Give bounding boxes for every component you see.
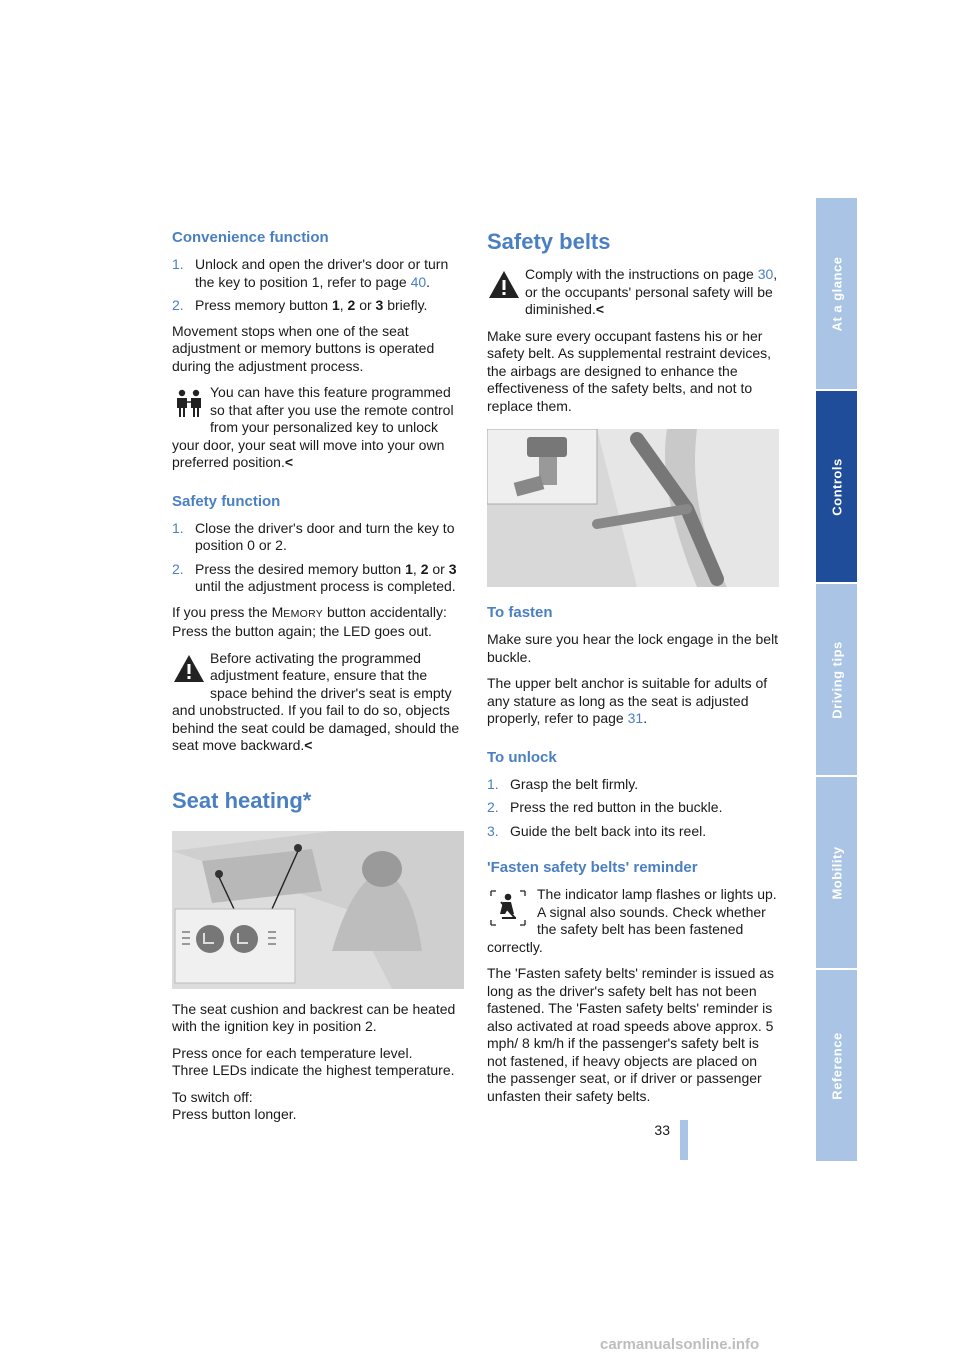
convenience-paragraph: Movement stops when one of the seat adjustment or memory buttons is operated during the adjustment process. (172, 322, 435, 374)
convenience-steps (172, 256, 464, 315)
tab-at-a-glance[interactable]: At a glance (816, 198, 857, 389)
reminder-paragraph: The 'Fasten safety belts' reminder is issued as long as the driver's safety belt has not been fastened. The 'Fasten safety belts' reminder is also activated at road speeds above approx. 5 mph/ 8 km/h if the passenger's safety belt is not fastened, if heavy objects are placed on the passenger seat, or if driver or passenger unfasten their safety belts. (487, 965, 775, 1104)
tab-controls[interactable]: Controls (816, 391, 857, 582)
warning-note: Before activating the programmed adjustment feature, ensure that the space behind the driver's seat is empty and unobstructed. If you fail to do so, objects behind the seat could be damaged, should the seat move backward.< (172, 649, 460, 753)
personal-profile-icon (172, 386, 206, 420)
reminder-heading: 'Fasten safety belts' reminder (487, 859, 698, 876)
warning-icon (487, 268, 521, 302)
tab-reference[interactable]: Reference (816, 970, 857, 1161)
personal-profile-note: You can have this feature programmed so that after you use the remote control from your personalized key to unlock your door, your seat will move into your own preferred position.< (172, 384, 454, 470)
page-number-bar (680, 1120, 688, 1160)
safety-belts-paragraph: Make sure every occupant fastens his or her safety belt. As supplemental restraint devices, the airbags are designed to enhance the effectiveness of the safety belts, and not to replace them. (487, 327, 772, 414)
safety-function-heading: Safety function (172, 492, 281, 510)
tab-driving-tips[interactable]: Driving tips (816, 584, 857, 775)
list-item: 2. Press memory button 1, 2 or 3 briefly. (172, 297, 428, 313)
safety-belts-heading: Safety belts (487, 229, 611, 254)
seatbelt-indicator-icon (487, 888, 529, 928)
to-fasten-paragraph-1: Make sure you hear the lock engage in the belt buckle. (487, 631, 779, 665)
left-column (172, 228, 464, 1133)
page-link-30[interactable]: 30 (757, 266, 774, 282)
warning-icon (172, 652, 206, 686)
to-unlock-heading: To unlock (487, 748, 557, 766)
tab-mobility[interactable]: Mobility (816, 777, 857, 968)
right-column (487, 228, 779, 1114)
convenience-function-heading: Convenience function (172, 229, 329, 246)
page-link-31[interactable]: 31 (627, 710, 644, 726)
list-item: 2. Press the desired memory button 1, 2 or 3 until the adjustment process is completed. (172, 560, 457, 594)
list-item: 3. Guide the belt back into its reel. (487, 822, 707, 839)
seat-heating-paragraph-2: Press once for each temperature level. Three LEDs indicate the highest temperature. (172, 1044, 455, 1078)
safety-belt-photo (487, 429, 779, 587)
seat-heating-heading: Seat heating* (172, 787, 312, 813)
list-item: 1. Grasp the belt firmly. (487, 775, 639, 792)
safety-belts-warning: Comply with the instructions on page 30, or the occupants' personal safety will be diminished.< (487, 266, 779, 319)
to-unlock-steps (487, 776, 779, 841)
memory-button-paragraph: If you press the MEMORY button accidentally: Press the button again; the LED goes out. (172, 603, 447, 639)
safety-function-steps (172, 520, 464, 596)
to-fasten-heading: To fasten (487, 604, 553, 621)
page-number: 33 (654, 1122, 670, 1138)
page-link-40[interactable]: 40 (410, 273, 427, 290)
seat-heating-paragraph-3: To switch off: Press button longer. (172, 1088, 297, 1122)
list-item: 1. Close the driver's door and turn the key to position 0 or 2. (172, 519, 455, 553)
seat-heating-photo (172, 831, 464, 989)
list-item: 2. Press the red button in the buckle. (487, 799, 723, 815)
reminder-note: The indicator lamp flashes or lights up. A signal also sounds. Check whether the safety belt has been fastened correctly. (487, 886, 777, 955)
seat-heating-paragraph-1: The seat cushion and backrest can be heated with the ignition key in position 2. (172, 1000, 456, 1034)
watermark: carmanualsonline.info (600, 1336, 760, 1353)
to-fasten-paragraph-2: The upper belt anchor is suitable for adults of any stature as long as the seat is adjusted properly, refer to page 31. (487, 675, 768, 726)
list-item: 1. Unlock and open the driver's door or turn the key to position 1, refer to page 40. (172, 256, 449, 290)
